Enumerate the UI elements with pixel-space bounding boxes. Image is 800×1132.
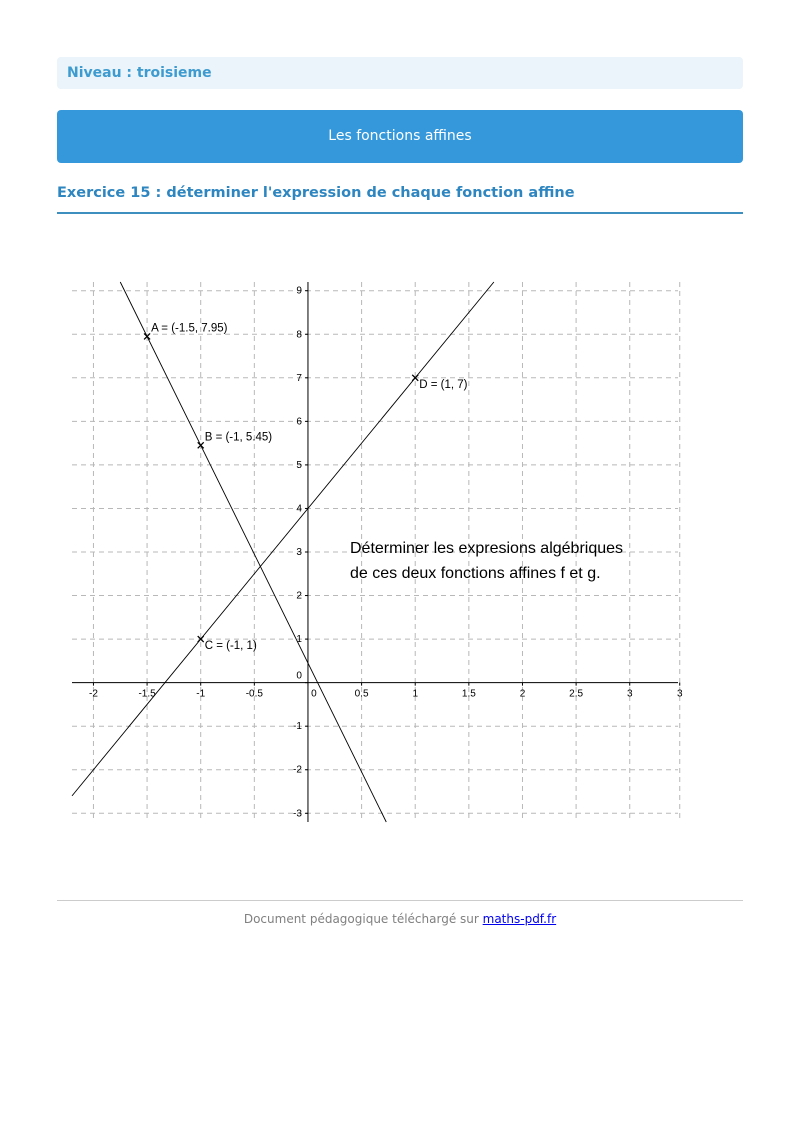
x-tick-label: -1.5 — [138, 688, 156, 700]
y-tick-label: 7 — [296, 372, 302, 384]
y-tick-label: 4 — [296, 503, 302, 515]
footer — [57, 912, 743, 926]
y-tick-label: 0 — [296, 670, 302, 682]
x-tick-label: 2.5 — [569, 688, 584, 700]
x-tick-label: 1 — [412, 688, 419, 700]
footer-text: Document pédagogique téléchargé sur — [243, 912, 483, 926]
x-tick-label: 2 — [519, 688, 526, 700]
function-graph — [60, 270, 690, 830]
footer-link[interactable]: maths-pdf.fr — [482, 912, 557, 926]
x-tick-label: 0 — [311, 688, 317, 700]
instruction-line-2: de ces deux fonctions affines f et g. — [350, 565, 601, 582]
y-tick-label: -1 — [293, 721, 302, 733]
point-label: A = (-1.5, 7.95) — [151, 322, 228, 335]
x-tick-label: 3 — [626, 688, 633, 700]
graph-points — [144, 322, 468, 652]
footer-divider — [57, 900, 743, 901]
x-tick-label: -0.5 — [245, 688, 263, 700]
level-badge: Niveau : troisieme — [57, 57, 743, 89]
point-label: B = (-1, 5.45) — [204, 431, 273, 444]
y-tick-label: -3 — [293, 808, 302, 820]
chapter-banner: Les fonctions affines — [57, 110, 743, 163]
x-tick-label: -2 — [88, 688, 98, 700]
y-tick-label: 6 — [296, 416, 302, 428]
y-tick-label: 2 — [296, 590, 302, 602]
y-tick-label: 3 — [296, 547, 302, 558]
y-tick-label: 8 — [296, 329, 302, 341]
x-tick-label: 0.5 — [354, 688, 369, 700]
y-tick-label: -2 — [293, 764, 302, 776]
point-label: C = (-1, 1) — [204, 640, 257, 653]
function-line-g — [72, 282, 494, 796]
x-tick-label: -1 — [196, 688, 206, 700]
point-label: D = (1, 7) — [419, 378, 468, 391]
y-tick-label: 9 — [296, 285, 302, 297]
y-tick-label: 1 — [296, 634, 302, 646]
exercise-title: Exercice 15 : déterminer l'expression de chaque fonction affine — [57, 185, 743, 214]
x-tick-label: 1.5 — [461, 688, 476, 700]
x-tick-label: 3 — [676, 688, 683, 700]
y-tick-label: 5 — [296, 459, 302, 471]
instruction-line-1: Déterminer les expresions algébriques — [350, 540, 624, 557]
